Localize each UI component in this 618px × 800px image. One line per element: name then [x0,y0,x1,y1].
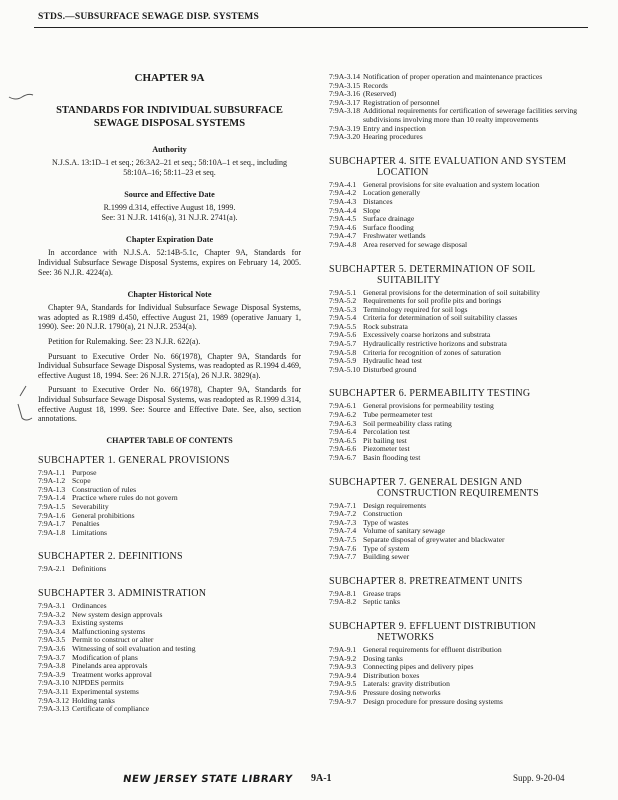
section-number: 7:9A-9.3 [329,662,357,672]
section-title: Hydraulically restrictive horizons and substrata [363,339,507,349]
section-number: 7:9A-5.3 [329,304,357,314]
section-title: General provisions for permeability testing [363,401,494,411]
section-number: 7:9A-1.7 [38,519,66,529]
section-title: Notification of proper operation and maintenance practices [363,72,543,81]
source-heading: Source and Effective Date [124,190,215,200]
section-number: 7:9A-3.13 [38,704,70,714]
section-number: 7:9A-3.19 [329,123,361,133]
chapter-number: CHAPTER 9A [134,72,205,84]
section-title: Distribution boxes [363,670,420,680]
section-number: 7:9A-1.4 [38,493,66,503]
margin-mark [8,92,34,102]
section-number: 7:9A-3.20 [329,132,361,142]
section-number: 7:9A-9.1 [329,644,357,654]
section-number: 7:9A-5.4 [329,313,357,323]
section-title: Laterals: gravity distribution [363,679,450,689]
toc-entry [38,705,301,714]
subchapter-heading: SUBCHAPTER 3. ADMINISTRATION [38,588,207,600]
section-title: Dosing tanks [363,653,403,663]
source-text: R.1999 d.314, effective August 18, 1999. See: 31 N.J.R. 1416(a), 31 N.J.R. 2741(a). [101,203,238,222]
section-number: 7:9A-3.1 [38,601,66,611]
toc-list [38,469,301,538]
subchapter-heading: SUBCHAPTER 8. PRETREATMENT UNITS [329,575,523,587]
section-title: Type of system [363,543,410,553]
section-title: Witnessing of soil evaluation and testing [72,644,196,653]
section-title: (Reserved) [363,89,397,99]
section-number: 7:9A-1.8 [38,527,66,537]
section-number: 7:9A-1.3 [38,484,66,494]
section-title: Permit to construct or alter [72,635,154,645]
toc-list [329,590,591,607]
right-column [329,73,591,706]
section-title: Records [363,80,388,90]
section-number: 7:9A-5.8 [329,347,357,357]
toc-list [38,565,301,574]
section-number: 7:9A-7.5 [329,534,357,544]
section-number: 7:9A-5.10 [329,364,361,374]
section-title: Type of wastes [363,517,409,527]
section-number: 7:9A-5.9 [329,356,357,366]
section-title: Septic tanks [363,597,400,607]
subchapter-heading: SUBCHAPTER 4. SITE EVALUATION AND SYSTEM LOCATION [329,155,567,178]
section-number: 7:9A-7.2 [329,509,357,519]
section-title: Construction [363,509,403,519]
chapter-title: STANDARDS FOR INDIVIDUAL SUBSURFACE SEWAGE DISPOSAL SYSTEMS [56,105,283,129]
section-title: Holding tanks [72,695,115,705]
section-title: NJPDES permits [72,678,124,688]
subchapter-heading: SUBCHAPTER 6. PERMEABILITY TESTING [329,388,531,400]
toc-entry [38,529,301,538]
expiration-heading: Chapter Expiration Date [125,235,214,245]
section-title: Piezometer test [363,444,410,454]
section-number: 7:9A-3.10 [38,678,70,688]
section-number: 7:9A-3.15 [329,80,361,90]
section-number: 7:9A-3.4 [38,626,66,636]
section-title: Practice where rules do not govern [72,493,178,503]
section-number: 7:9A-4.2 [329,188,357,198]
section-number: 7:9A-4.1 [329,179,357,189]
toc-list [329,402,591,462]
section-number: 7:9A-4.6 [329,222,357,232]
section-number: 7:9A-5.6 [329,330,357,340]
section-title: Pressure dosing networks [363,687,441,697]
section-title: Criteria for determination of soil suitability classes [363,313,518,323]
section-title: Connecting pipes and delivery pipes [363,662,474,672]
section-title: Design requirements [363,500,427,510]
history-paragraph: Pursuant to Executive Order No. 66(1978), Chapter 9A, Standards for Individual Subsurface Sewage Disposal Systems, was readopted as R.1999 d.314, effective August 18, 1999. See: Source and Effective Date. See, also, section annotations. [38,385,301,424]
section-number: 7:9A-6.2 [329,410,357,420]
section-number: 7:9A-8.1 [329,588,357,598]
subchapter-heading: SUBCHAPTER 5. DETERMINATION OF SOIL SUITABILITY [329,263,536,286]
section-number: 7:9A-9.2 [329,653,357,663]
section-number: 7:9A-1.1 [38,467,66,477]
section-title: Terminology required for soil logs [363,304,468,314]
section-title: General provisions for site evaluation and system location [363,179,540,189]
subchapter-heading: SUBCHAPTER 9. EFFLUENT DISTRIBUTION NETWORKS [329,620,536,643]
history-paragraph: Petition for Rulemaking. See: 23 N.J.R. 622(a). [48,336,201,346]
section-number: 7:9A-1.6 [38,510,66,520]
section-title: New system design approvals [72,609,163,619]
section-number: 7:9A-5.7 [329,339,357,349]
subchapter-heading: SUBCHAPTER 1. GENERAL PROVISIONS [38,454,230,466]
section-title: Purpose [72,467,97,477]
section-number: 7:9A-1.2 [38,476,66,486]
section-title: Area reserved for sewage disposal [363,239,468,249]
supplement-date: Supp. 9-20-04 [513,773,565,783]
section-number: 7:9A-3.18 [329,106,361,116]
header-rule [34,27,588,28]
section-title: Location generally [363,188,421,198]
expiration-text: In accordance with N.J.S.A. 52:14B-5.1c, Chapter 9A, Standards for Individual Subsurface Sewage Disposal Systems, expires on February 14, 2005. See: 36 N.J.R. 4224(a). [38,248,301,277]
section-number: 7:9A-6.6 [329,444,357,454]
section-number: 7:9A-3.5 [38,635,66,645]
section-title: Scope [72,476,91,486]
section-title: General prohibitions [72,510,135,520]
section-title: Hydraulic head test [363,356,423,366]
section-title: Design procedure for pressure dosing systems [363,696,503,706]
toc-list [38,602,301,714]
history-paragraph: Chapter 9A, Standards for Individual Subsurface Sewage Disposal Systems, was adopted as R.1989 d.450, effective August 21, 1989 (operative January 1, 1990). See: 20 N.J.R. 1790(a), 21 N.J.R. 2534(a). [38,303,301,332]
library-stamp: NEW JERSEY STATE LIBRARY [122,774,294,785]
section-title: Certificate of compliance [72,704,150,714]
section-number: 7:9A-3.9 [38,669,66,679]
section-title: Entry and inspection [363,123,426,133]
toc-entry [329,366,591,375]
section-number: 7:9A-3.8 [38,661,66,671]
section-title: Rock substrata [363,321,408,331]
section-title: Treatment works approval [72,669,152,679]
section-number: 7:9A-8.2 [329,597,357,607]
toc-list [329,289,591,375]
section-number: 7:9A-9.7 [329,696,357,706]
section-number: 7:9A-5.1 [329,287,357,297]
section-title: Freshwater wetlands [363,231,426,241]
section-title: Penalties [72,519,100,529]
section-title: General requirements for effluent distribution [363,644,502,654]
section-number: 7:9A-3.12 [38,695,70,705]
section-number: 7:9A-7.6 [329,543,357,553]
subchapter-heading: SUBCHAPTER 7. GENERAL DESIGN AND CONSTRUCTION REQUIREMENTS [329,476,539,499]
toc-list [329,73,591,142]
section-title: Soil permeability class rating [363,418,452,428]
section-title: Additional requirements for certification of sewerage facilities serving subdivisions involving more than 10 realty improvements [363,106,578,124]
section-number: 7:9A-6.3 [329,418,357,428]
section-title: Limitations [72,527,108,537]
section-title: Basin flooding test [363,453,421,462]
toc-list [329,502,591,562]
toc-entry [329,241,591,250]
section-title: Surface drainage [363,214,415,224]
authority-text: N.J.S.A. 13:1D–1 et seq.; 26:3A2–21 et seq.; 58:10A–1 et seq., including 58:10A–16; 58:11–23 et seq. [51,158,288,177]
section-number: 7:9A-9.4 [329,670,357,680]
section-number: 7:9A-4.7 [329,231,357,241]
running-header: STDS.—SUBSURFACE SEWAGE DISP. SYSTEMS [38,12,259,22]
section-title: Ordinances [72,601,107,611]
section-number: 7:9A-7.7 [329,552,357,562]
section-title: Grease traps [363,588,401,598]
section-title: Building sewer [363,552,410,562]
section-title: Experimental systems [72,686,139,696]
section-title: Distances [363,196,393,206]
section-title: Construction of rules [72,484,137,494]
section-number: 7:9A-6.1 [329,401,357,411]
subchapter-heading: SUBCHAPTER 2. DEFINITIONS [38,551,183,563]
section-number: 7:9A-4.4 [329,205,357,215]
toc-entry [329,698,591,707]
section-title: Excessively coarse horizons and substrata [363,330,491,340]
section-title: Disturbed ground [363,364,417,374]
section-title: Separate disposal of greywater and blackwater [363,534,505,544]
toc-title: CHAPTER TABLE OF CONTENTS [106,435,233,445]
section-title: Criteria for recognition of zones of saturation [363,347,501,357]
section-number: 7:9A-6.5 [329,435,357,445]
section-title: Requirements for soil profile pits and borings [363,296,502,306]
toc-entry [329,553,591,562]
section-title: Tube permeameter test [363,410,433,420]
section-title: Malfunctioning systems [72,626,146,636]
section-number: 7:9A-9.5 [329,679,357,689]
section-number: 7:9A-7.1 [329,500,357,510]
section-title: Surface flooding [363,222,414,232]
section-title: Volume of sanitary sewage [363,526,445,536]
section-number: 7:9A-1.5 [38,502,66,512]
section-title: Percolation test [363,427,411,437]
section-title: Pinelands area approvals [72,661,148,671]
section-number: 7:9A-3.16 [329,89,361,99]
section-number: 7:9A-6.4 [329,427,357,437]
section-number: 7:9A-7.4 [329,526,357,536]
section-number: 7:9A-4.8 [329,239,357,249]
left-column [38,72,301,714]
toc-list [329,181,591,250]
toc-entry [329,598,591,607]
section-number: 7:9A-3.3 [38,618,66,628]
section-title: Slope [363,205,381,215]
toc-entry [329,454,591,463]
section-number: 7:9A-4.3 [329,196,357,206]
section-title: Modification of plans [72,652,138,662]
section-number: 7:9A-3.14 [329,72,361,81]
history-heading: Chapter Historical Note [127,290,212,300]
section-number: 7:9A-3.7 [38,652,66,662]
margin-bracket [14,384,34,424]
section-title: Definitions [72,564,107,574]
section-number: 7:9A-6.7 [329,453,357,462]
section-number: 7:9A-3.17 [329,97,361,107]
authority-heading: Authority [152,145,187,154]
section-title: Severability [72,502,109,512]
page-number: 9A-1 [311,773,332,784]
toc-entry [329,107,591,124]
section-number: 7:9A-3.2 [38,609,66,619]
section-title: Registration of personnel [363,97,440,107]
section-number: 7:9A-2.1 [38,564,66,574]
toc-list [329,646,591,706]
toc-entry [329,133,591,142]
section-number: 7:9A-7.3 [329,517,357,527]
section-number: 7:9A-4.5 [329,214,357,224]
section-number: 7:9A-3.6 [38,644,66,653]
toc-entry [38,565,301,574]
history-paragraph: Pursuant to Executive Order No. 66(1978), Chapter 9A, Standards for Individual Subsurface Sewage Disposal Systems, was readopted as R.1994 d.469, effective August 18, 1994. See: 26 N.J.R. 2715(a), 26 N.J.R. 3829(a). [38,351,301,380]
section-number: 7:9A-9.6 [329,687,357,697]
section-number: 7:9A-3.11 [38,686,69,696]
section-title: General provisions for the determination of soil suitability [363,287,540,297]
section-title: Existing systems [72,618,124,628]
section-title: Hearing procedures [363,132,423,142]
section-number: 7:9A-5.5 [329,321,357,331]
section-title: Pit bailing test [363,435,407,445]
section-number: 7:9A-5.2 [329,296,357,306]
